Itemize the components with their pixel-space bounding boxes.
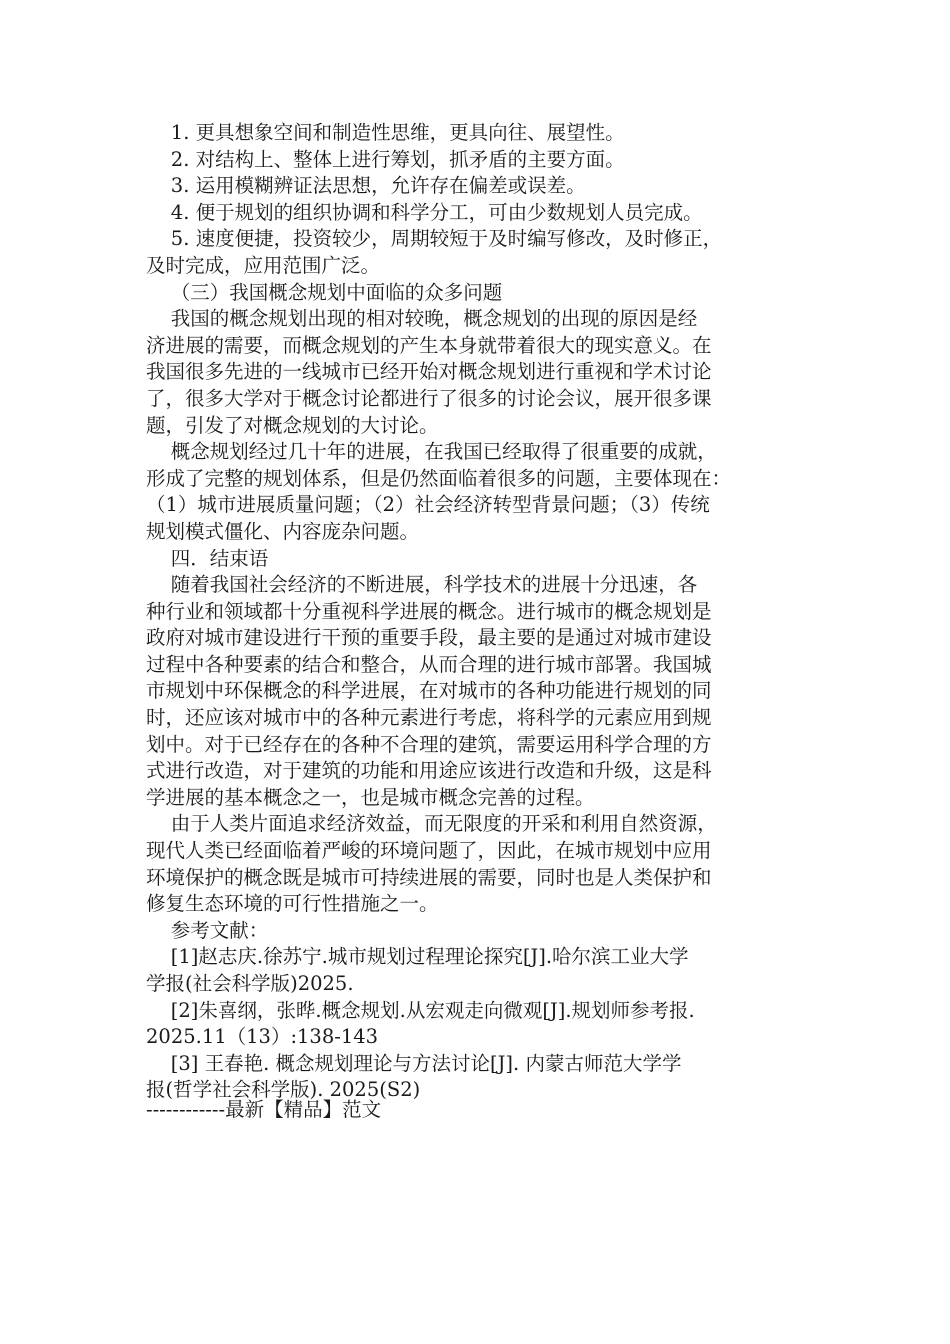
text-line: 4. 便于规划的组织协调和科学分工，可由少数规划人员完成。 bbox=[146, 200, 703, 224]
reference-line: [2]朱喜纲，张晔.概念规划.从宏观走向微观[J].规划师参考报. bbox=[146, 998, 695, 1022]
text-line: 现代人类已经面临着严峻的环境问题了，因此，在城市规划中应用 bbox=[146, 839, 712, 863]
reference-line: 报(哲学社会科学版). 2025(S2) bbox=[146, 1078, 421, 1102]
text-line: （1）城市进展质量问题；（2）社会经济转型背景问题；（3）传统 bbox=[146, 493, 710, 517]
text-line: 种行业和领域都十分重视科学进展的概念。进行城市的概念规划是 bbox=[146, 599, 712, 623]
text-line: 我国的概念规划出现的相对较晚，概念规划的出现的原因是经 bbox=[146, 307, 698, 331]
text-line: 市规划中环保概念的科学进展，在对城市的各种功能进行规划的同 bbox=[146, 679, 712, 703]
text-line: 及时完成，应用范围广泛。 bbox=[146, 253, 381, 277]
reference-line: [3] 王春艳. 概念规划理论与方法讨论[J]. 内蒙古师范大学学 bbox=[146, 1051, 682, 1075]
text-line: 由于人类片面追求经济效益，而无限度的开采和利用自然资源， bbox=[146, 812, 717, 836]
text-line: 规划模式僵化、内容庞杂问题。 bbox=[146, 519, 420, 543]
document-body bbox=[146, 120, 814, 1104]
text-line: 题，引发了对概念规划的大讨论。 bbox=[146, 413, 439, 437]
text-line: 随着我国社会经济的不断进展，科学技术的进展十分迅速，各 bbox=[146, 573, 698, 597]
section-heading: （三）我国概念规划中面临的众多问题 bbox=[146, 280, 503, 304]
text-line: 3. 运用模糊辨证法思想，允许存在偏差或误差。 bbox=[146, 174, 586, 198]
section-heading: 四．结束语 bbox=[146, 546, 269, 570]
reference-line: 学报(社会科学版)2025. bbox=[146, 972, 354, 995]
text-line: 济进展的需要，而概念规划的产生本身就带着很大的现实意义。在 bbox=[146, 333, 712, 357]
references-heading: 参考文献： bbox=[146, 918, 269, 942]
footer-text: ------------最新【精品】范文 bbox=[146, 1098, 382, 1121]
text-line: 政府对城市建设进行干预的重要手段，最主要的是通过对城市建设 bbox=[146, 626, 712, 650]
text-line: 了，很多大学对于概念讨论都进行了很多的讨论会议，展开很多课 bbox=[146, 386, 712, 410]
text-line: 修复生态环境的可行性措施之一。 bbox=[146, 892, 439, 916]
text-line: 形成了完整的规划体系，但是仍然面临着很多的问题，主要体现在： bbox=[146, 466, 732, 490]
text-line: 概念规划经过几十年的进展，在我国已经取得了很重要的成就， bbox=[146, 440, 717, 464]
text-line: 5. 速度便捷，投资较少，周期较短于及时编写修改，及时修正， bbox=[146, 227, 723, 251]
text-line: 时，还应该对城市中的各种元素进行考虑，将科学的元素应用到规 bbox=[146, 706, 712, 730]
text-line: 1. 更具想象空间和制造性思维，更具向往、展望性。 bbox=[146, 121, 625, 144]
text-line: 学进展的基本概念之一，也是城市概念完善的过程。 bbox=[146, 785, 595, 809]
reference-line: 2025.11（13）:138-143 bbox=[146, 1025, 379, 1049]
text-line: 环境保护的概念既是城市可持续进展的需要，同时也是人类保护和 bbox=[146, 865, 712, 889]
text-line: 式进行改造，对于建筑的功能和用途应该进行改造和升级，这是科 bbox=[146, 759, 712, 783]
text-line: 过程中各种要素的结合和整合，从而合理的进行城市部署。我国城 bbox=[146, 652, 712, 676]
text-line: 划中。对于已经存在的各种不合理的建筑，需要运用科学合理的方 bbox=[146, 732, 712, 756]
text-line: 2. 对结构上、整体上进行筹划，抓矛盾的主要方面。 bbox=[146, 147, 625, 171]
text-line: 我国很多先进的一线城市已经开始对概念规划进行重视和学术讨论 bbox=[146, 360, 712, 384]
reference-line: [1]赵志庆.徐苏宁.城市规划过程理论探究[J].哈尔滨工业大学 bbox=[146, 945, 689, 969]
